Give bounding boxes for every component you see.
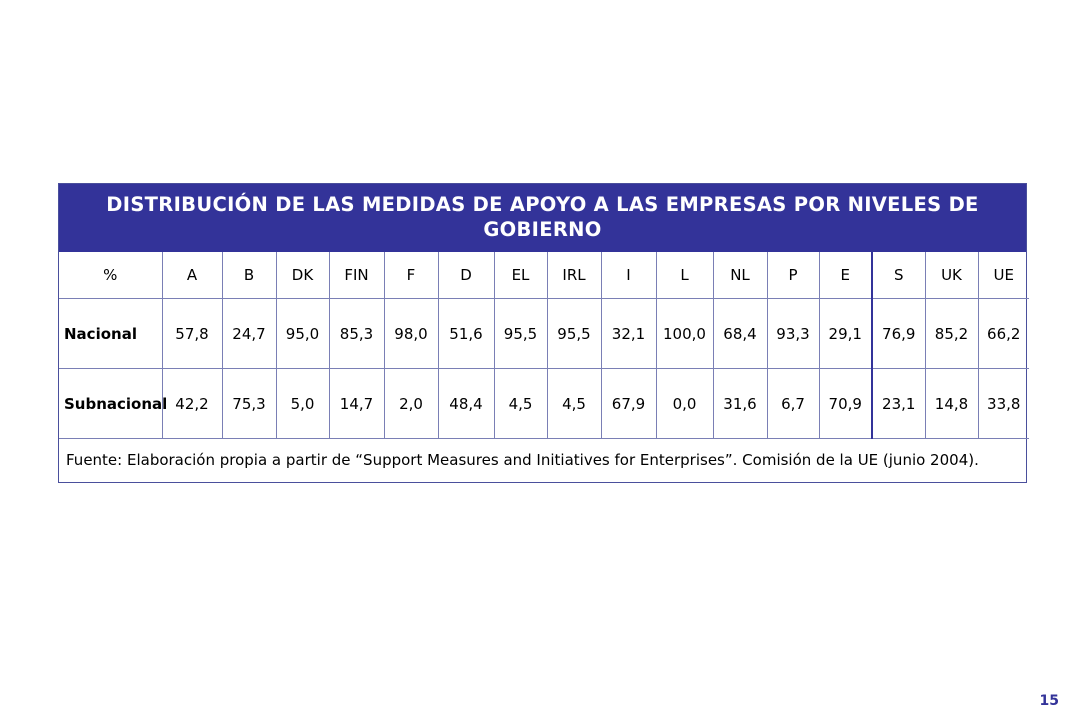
header-cell-b: B bbox=[222, 252, 276, 299]
header-cell-irl: IRL bbox=[547, 252, 601, 299]
table-cell: 68,4 bbox=[713, 299, 767, 369]
row-label: Nacional bbox=[59, 299, 162, 369]
table-cell: 42,2 bbox=[162, 369, 222, 439]
table-cell: 4,5 bbox=[547, 369, 601, 439]
table-cell: 32,1 bbox=[601, 299, 656, 369]
table-cell: 24,7 bbox=[222, 299, 276, 369]
table-cell: 95,5 bbox=[547, 299, 601, 369]
header-cell-e: E bbox=[819, 252, 872, 299]
table-cell: 95,0 bbox=[276, 299, 329, 369]
table-cell: 48,4 bbox=[438, 369, 494, 439]
table-cell: 85,2 bbox=[925, 299, 978, 369]
data-table bbox=[59, 252, 1029, 439]
source-note: Fuente: Elaboración propia a partir de “Support Measures and Initiatives for Enterprises”. Comisión de la UE (junio 2004). bbox=[66, 451, 979, 469]
header-cell-nl: NL bbox=[713, 252, 767, 299]
table-cell: 6,7 bbox=[767, 369, 819, 439]
table-cell: 2,0 bbox=[384, 369, 438, 439]
table-cell: 66,2 bbox=[978, 299, 1029, 369]
table-row bbox=[59, 369, 1029, 439]
header-cell-fin: FIN bbox=[329, 252, 384, 299]
header-cell-a: A bbox=[162, 252, 222, 299]
table-cell: 14,7 bbox=[329, 369, 384, 439]
header-cell-uk: UK bbox=[925, 252, 978, 299]
table-cell: 75,3 bbox=[222, 369, 276, 439]
table-row bbox=[59, 299, 1029, 369]
header-cell-ue: UE bbox=[978, 252, 1029, 299]
header-cell-i: I bbox=[601, 252, 656, 299]
table-cell: 23,1 bbox=[872, 369, 925, 439]
table-cell: 0,0 bbox=[656, 369, 713, 439]
header-cell-f: F bbox=[384, 252, 438, 299]
page-number: 15 bbox=[1039, 693, 1059, 709]
table-cell: 76,9 bbox=[872, 299, 925, 369]
table-cell: 100,0 bbox=[656, 299, 713, 369]
table-cell: 95,5 bbox=[494, 299, 547, 369]
table-cell: 57,8 bbox=[162, 299, 222, 369]
table-cell: 67,9 bbox=[601, 369, 656, 439]
row-label: Subnacional bbox=[59, 369, 162, 439]
header-cell-dk: DK bbox=[276, 252, 329, 299]
table-title-bar bbox=[59, 184, 1026, 252]
table-title: DISTRIBUCIÓN DE LAS MEDIDAS DE APOYO A LAS EMPRESAS POR NIVELES DE GOBIERNO bbox=[106, 193, 979, 241]
table-cell: 31,6 bbox=[713, 369, 767, 439]
table-cell: 98,0 bbox=[384, 299, 438, 369]
table-cell: 14,8 bbox=[925, 369, 978, 439]
data-table-frame bbox=[58, 183, 1027, 483]
table-cell: 4,5 bbox=[494, 369, 547, 439]
header-cell-s: S bbox=[872, 252, 925, 299]
table-cell: 93,3 bbox=[767, 299, 819, 369]
table-cell: 5,0 bbox=[276, 369, 329, 439]
header-cell-l: L bbox=[656, 252, 713, 299]
header-cell-d: D bbox=[438, 252, 494, 299]
table-cell: 29,1 bbox=[819, 299, 872, 369]
table-cell: 85,3 bbox=[329, 299, 384, 369]
header-cell-el: EL bbox=[494, 252, 547, 299]
table-cell: 33,8 bbox=[978, 369, 1029, 439]
table-cell: 70,9 bbox=[819, 369, 872, 439]
header-cell-percent: % bbox=[59, 252, 162, 299]
table-header-row bbox=[59, 252, 1029, 299]
header-cell-p: P bbox=[767, 252, 819, 299]
table-cell: 51,6 bbox=[438, 299, 494, 369]
